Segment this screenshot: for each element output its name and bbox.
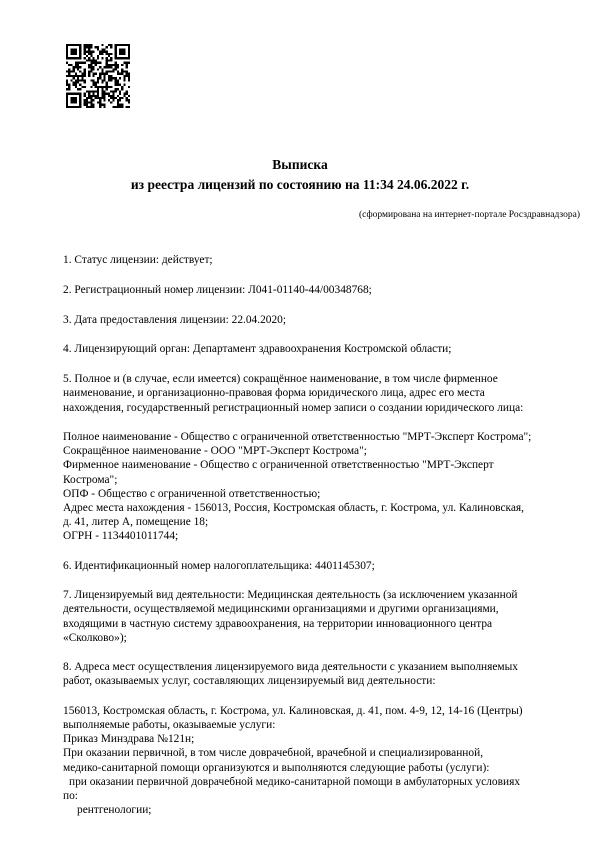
document-subtitle: из реестра лицензий по состоянию на 11:34 24.06.2022 г.	[130, 177, 470, 192]
activity-addresses-heading	[63, 660, 588, 688]
item5-line: 5. Полное и (в случае, если имеется) сокращённое наименование, в том числе фирменное	[63, 373, 498, 386]
short-name: Сокращённое наименование - ООО "МРТ-Эксперт Кострома";	[63, 445, 367, 458]
primary-care-line-cont: по:	[63, 790, 78, 802]
organization-details	[63, 430, 588, 544]
organization-name-section	[63, 372, 588, 415]
legal-address: Адрес места нахождения - 156013, Россия, Костромская область, г. Кострома, ул. Калиновская,	[63, 502, 525, 514]
item5-line: нахождения, государственный регистрационный номер записи о создании юридического лица:	[63, 401, 524, 414]
formed-note: (сформирована на интернет-портале Росздравнадзора)	[359, 210, 580, 220]
item8-line: работ, оказываемых услуг, составляющих лицензируемый вид деятельности:	[63, 675, 436, 688]
works-label: выполняемые работы, оказываемые услуги:	[63, 718, 276, 731]
activity-address-block	[63, 704, 588, 818]
order-reference: Приказ Минздрава №121н;	[63, 733, 195, 746]
care-description-cont: медико-санитарной помощи организуются и выполняются следующие работы (услуги):	[63, 761, 490, 774]
item7-line: входящими в частную систему здравоохранения, на территории инновационного центра	[63, 617, 493, 630]
document-body	[63, 253, 588, 817]
ogrn: ОГРН - 1134401011744;	[63, 530, 179, 543]
license-status: 1. Статус лицензии: действует;	[63, 254, 213, 266]
item8-line: 8. Адреса мест осуществления лицензируемого вида деятельности с указанием выполняемых	[63, 661, 518, 674]
brand-name-cont: Кострома";	[63, 473, 118, 486]
registration-number: 2. Регистрационный номер лицензии: Л041-01140-44/00348768;	[63, 283, 372, 296]
item7-line: 7. Лицензируемый вид деятельности: Медицинская деятельность (за исключением указанной	[63, 589, 518, 602]
document-title: Выписка	[272, 157, 328, 172]
brand-name: Фирменное наименование - Общество с ограниченной ответственностью "МРТ-Эксперт	[63, 459, 494, 472]
licensing-authority: 4. Лицензирующий орган: Департамент здравоохранения Костромской области;	[63, 343, 452, 356]
item5-line: наименование, и организационно-правовая форма юридического лица, адрес его места	[63, 387, 485, 400]
legal-address-cont: д. 41, литер А, помещение 18;	[63, 516, 209, 529]
activity-address: 156013, Костромская область, г. Кострома, ул. Калиновская, д. 41, пом. 4-9, 12, 14-16 (Центры)	[63, 704, 523, 717]
item7-line: «Сколково»);	[63, 631, 127, 644]
legal-form: ОПФ - Общество с ограниченной ответственностью;	[63, 487, 321, 500]
care-description: При оказании первичной, в том числе доврачебной, врачебной и специализированной,	[63, 747, 484, 760]
full-name: Полное наименование - Общество с ограниченной ответственностью "МРТ-Эксперт Кострома";	[63, 430, 532, 443]
radiology-item: рентгенологии;	[77, 804, 152, 817]
qr-code-icon	[66, 44, 130, 108]
licensed-activity	[63, 588, 588, 645]
inn: 6. Идентификационный номер налогоплательщика: 4401145307;	[63, 559, 375, 572]
item7-line: деятельности, осуществляемой медицинскими организациями и другими организациями,	[63, 603, 499, 616]
primary-care-line: при оказании первичной доврачебной медико-санитарной помощи в амбулаторных условиях	[69, 775, 521, 788]
issue-date: 3. Дата предоставления лицензии: 22.04.2020;	[63, 313, 287, 326]
